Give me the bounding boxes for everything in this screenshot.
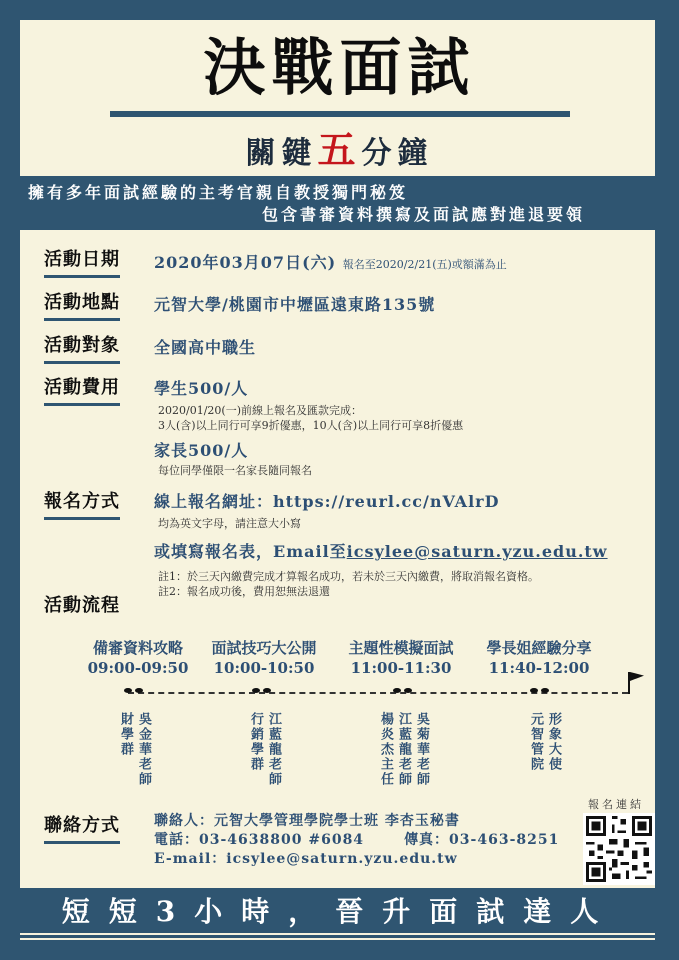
teacher-name: 吳菊華老師 [414,712,429,787]
fee-student: 學生500/人 [154,379,249,398]
contact-phone-fax [154,831,559,850]
footprints-icon [252,688,271,693]
venue-label: 活動地點 [44,291,120,321]
teacher-name: 元智管院 [528,712,543,772]
teacher-name: 江藍龍老師 [266,712,281,787]
step-time: 11:00-11:30 [350,659,452,677]
teacher-name: 行銷學群 [248,712,263,772]
register-online-note: 均為英文字母，請注意大小寫 [158,517,301,530]
footer-slogan: 短短3小時，晉升面試達人 [61,895,618,928]
contact-phone: 電話：03-4638800 #6084 [154,832,365,848]
contact-details [154,812,559,869]
register-label: 報名方式 [44,490,120,520]
subtitle [0,128,679,176]
date-value [154,252,507,276]
subtitle-highlight: 五 [317,127,362,172]
date-main: 2020年03月07日(六) [154,253,337,272]
audience-label: 活動對象 [44,334,120,364]
contact-person: 聯絡人：元智大學管理學院學士班 李杏玉秘書 [154,813,460,829]
register-online-prefix: 線上報名網址： [154,492,274,511]
date-note: 報名至2020/2/21(五)或額滿為止 [342,258,507,271]
register-note-2: 註2：報名成功後，費用恕無法退還 [158,585,330,598]
fee-student-note-2: 3人(含)以上同行可享9折優惠，10人(含)以上同行可享8折優惠 [158,419,464,432]
step-title: 備審資料攻略 [92,639,183,657]
contact-label: 聯絡方式 [44,814,120,844]
subtitle-suffix: 分鐘 [361,136,434,171]
register-email-link[interactable]: icsylee@saturn.yzu.edu.tw [346,542,608,561]
register-form-prefix: 或填寫報名表，Email至 [154,542,347,561]
schedule-step-4 [474,638,604,678]
tagline-2: 包含書審資料撰寫及面試應對進退要領 [262,205,586,224]
fee-parent-note: 每位同學僅限一名家長隨同報名 [158,464,312,477]
teacher-name: 江藍龍老師 [396,712,411,787]
schedule-step-1 [80,638,196,678]
flag-icon [628,672,630,694]
contact-email[interactable]: E-mail：icsylee@saturn.yzu.edu.tw [154,851,458,867]
register-form [154,541,608,563]
tagline-1: 擁有多年面試經驗的主考官親自教授獨門秘笈 [28,183,409,202]
audience-value: 全國高中職生 [154,338,257,357]
teacher-name: 吳金華老師 [136,712,151,787]
step-time: 11:40-12:00 [488,659,590,677]
step-1-teachers [118,712,151,787]
footprints-icon [530,688,549,693]
schedule-step-2 [200,638,328,678]
timeline-dashed-line [128,692,628,694]
contact-fax: 傳真：03-463-8251 [404,832,560,848]
teacher-name: 楊炎杰主任 [378,712,393,787]
step-time: 09:00-09:50 [87,659,189,677]
footprints-icon [393,688,412,693]
register-url-link[interactable]: https://reurl.cc/nVAlrD [273,492,500,511]
schedule-step-3 [336,638,466,678]
subtitle-prefix: 關鍵 [245,136,318,171]
step-4-teachers [528,712,561,772]
fee-student-note-1: 2020/01/20(一)前線上報名及匯款完成： [158,404,362,417]
qr-label: 報名連結 [588,798,644,811]
register-note-1: 註1：於三天內繳費完成才算報名成功，若未於三天內繳費，將取消報名資格。 [158,570,539,583]
step-title: 主題性模擬面試 [348,639,454,657]
page-title: 決戰面試 [203,31,476,104]
step-title: 學長姐經驗分享 [486,639,592,657]
register-online [154,491,499,513]
footprints-icon [124,688,143,693]
fee-label: 活動費用 [44,376,120,406]
date-label: 活動日期 [44,248,120,278]
teacher-name: 財學群 [118,712,133,757]
flow-label: 活動流程 [44,595,120,616]
qr-code-icon[interactable] [583,813,655,885]
step-title: 面試技巧大公開 [211,639,317,657]
teacher-name: 形象大使 [546,712,561,772]
step-time: 10:00-10:50 [213,659,315,677]
venue-value: 元智大學/桃園市中壢區遠東路135號 [154,295,436,314]
fee-parent: 家長500/人 [154,441,249,460]
step-3-teachers [378,712,429,787]
footer-rule [20,933,655,935]
step-2-teachers [248,712,281,787]
title-divider [110,111,570,117]
